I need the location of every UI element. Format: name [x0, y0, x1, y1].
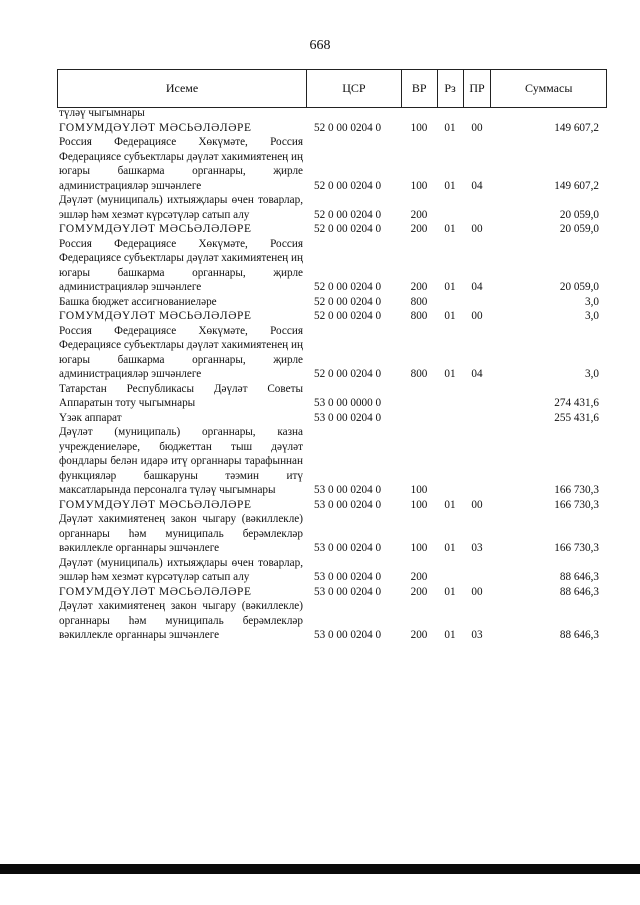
row-sum: 166 730,3 — [554, 498, 599, 511]
row-sum: 88 646,3 — [559, 571, 599, 583]
row-name: Дәүләт хакимиятенең закон чыгару (вәкиллекле) органнары һәм муниципаль берәмлекләр вәкиллекле органнары эшчәнлеге — [59, 513, 303, 554]
row-csr: 52 0 00 0204 0 — [314, 179, 382, 192]
row-rz: 01 — [444, 121, 456, 134]
row-name: Россия Федерациясе Хөкүмәте, Россия Федерациясе субъектлары дәүләт хакимиятенең иң югары башкарма органнары, җирле администрацияләр эшчәнлеге — [59, 324, 303, 380]
row-sum: 88 646,3 — [559, 629, 599, 641]
row-sum: 149 607,2 — [554, 121, 599, 134]
table-row — [57, 324, 607, 382]
row-vr: 100 — [410, 121, 428, 134]
row-csr: 52 0 00 0204 0 — [314, 310, 382, 322]
row-sum: 3,0 — [585, 295, 599, 308]
row-rz: 01 — [444, 629, 456, 641]
row-csr: 53 0 00 0204 0 — [314, 629, 382, 641]
row-sum: 88 646,3 — [559, 585, 599, 598]
row-csr: 53 0 00 0204 0 — [314, 542, 382, 554]
row-sum: 166 730,3 — [554, 484, 599, 496]
row-rz: 01 — [444, 310, 456, 322]
row-vr: 100 — [410, 484, 428, 496]
row-pr: 00 — [471, 310, 483, 322]
row-csr: 52 0 00 0204 0 — [314, 223, 382, 235]
row-vr: 800 — [410, 310, 428, 322]
row-name: ГОМУМДӘҮЛӘТ МӘСЬӘЛӘЛӘРЕ — [59, 310, 252, 322]
row-vr: 200 — [410, 571, 428, 583]
row-rz: 01 — [444, 368, 456, 380]
row-vr: 200 — [410, 629, 428, 641]
row-sum: 274 431,6 — [554, 397, 599, 409]
row-name: ГОМУМДӘҮЛӘТ МӘСЬӘЛӘЛӘРЕ — [59, 121, 252, 134]
row-rz: 01 — [444, 179, 456, 192]
row-csr: 53 0 00 0204 0 — [314, 411, 382, 424]
row-sum: 166 730,3 — [554, 542, 599, 554]
row-name: Дәүләт (муниципаль) ихтыяҗлары өчен товарлар, эшләр һәм хезмәт күрсәтүләр сатып алу — [59, 556, 303, 583]
table-row — [57, 512, 607, 556]
row-sum: 20 059,0 — [559, 281, 599, 293]
row-vr: 200 — [410, 223, 428, 235]
budget-table — [57, 69, 607, 643]
row-sum: 149 607,2 — [554, 179, 599, 192]
row-rz: 01 — [444, 542, 456, 554]
page-number: 668 — [309, 38, 331, 53]
table-row — [57, 106, 607, 121]
row-name: ГОМУМДӘҮЛӘТ МӘСЬӘЛӘЛӘРЕ — [59, 223, 252, 235]
row-pr: 00 — [471, 223, 483, 235]
header-csr: ЦСР — [306, 70, 401, 107]
row-vr: 100 — [410, 498, 428, 511]
table-row — [57, 599, 607, 643]
row-name: Дәүләт (муниципаль) ихтыяҗлары өчен товарлар, эшләр һәм хезмәт күрсәтүләр сатып алу — [59, 194, 303, 221]
row-pr: 00 — [471, 585, 483, 598]
row-vr: 100 — [410, 179, 428, 192]
row-name: Дәүләт (муниципаль) органнары, казна учреждениеләре, бюджеттан тыш дәүләт фондлары белән идарә итү органнары тарафыннан функцияләр башкаруны тәэмин итү максатларында персоналга түләү чыгымнары — [59, 426, 303, 496]
row-vr: 800 — [410, 368, 428, 380]
row-vr: 200 — [410, 208, 428, 221]
table-header — [57, 69, 607, 108]
table-row — [57, 193, 607, 222]
table-row — [57, 135, 607, 193]
table-row — [57, 556, 607, 585]
row-pr: 04 — [471, 281, 483, 293]
header-sum: Суммасы — [490, 70, 606, 107]
row-sum: 20 059,0 — [559, 223, 599, 235]
row-name: Татарстан Республикасы Дәүләт Советы Аппаратын тоту чыгымнары — [59, 382, 303, 409]
row-name: Башка бюджет ассигнованиеләре — [59, 295, 217, 308]
row-vr: 100 — [410, 542, 428, 554]
table-body — [57, 106, 607, 643]
table-row — [57, 237, 607, 295]
row-rz: 01 — [444, 498, 456, 511]
table-row — [57, 585, 607, 600]
row-pr: 04 — [471, 179, 483, 192]
row-csr: 53 0 00 0204 0 — [314, 498, 382, 511]
row-vr: 200 — [410, 281, 428, 293]
row-csr: 53 0 00 0204 0 — [314, 571, 382, 583]
row-csr: 52 0 00 0204 0 — [314, 208, 382, 221]
row-sum: 20 059,0 — [559, 208, 599, 221]
row-name: Россия Федерациясе Хөкүмәте, Россия Федерациясе субъектлары дәүләт хакимиятенең иң югары башкарма органнары, җирле администрацияләр эшчәнлеге — [59, 136, 303, 192]
row-pr: 03 — [471, 629, 483, 641]
table-row — [57, 222, 607, 237]
row-vr: 800 — [410, 295, 428, 308]
row-csr: 53 0 00 0204 0 — [314, 484, 382, 496]
row-csr: 52 0 00 0204 0 — [314, 368, 382, 380]
row-name: ГОМУМДӘҮЛӘТ МӘСЬӘЛӘЛӘРЕ — [59, 498, 252, 511]
table-row — [57, 382, 607, 411]
table-row — [57, 309, 607, 324]
row-csr: 52 0 00 0204 0 — [314, 121, 382, 134]
row-csr: 52 0 00 0204 0 — [314, 281, 382, 293]
row-name: Россия Федерациясе Хөкүмәте, Россия Федерациясе субъектлары дәүләт хакимиятенең иң югары башкарма органнары, җирле администрацияләр эшчәнлеге — [59, 237, 303, 293]
row-name: түләү чыгымнары — [59, 107, 145, 119]
row-vr: 200 — [410, 585, 428, 598]
row-sum: 3,0 — [585, 368, 599, 380]
table-row — [57, 411, 607, 426]
header-rz: Рз — [437, 70, 463, 107]
table-row — [57, 295, 607, 310]
header-name: Исеме — [165, 81, 199, 95]
row-sum: 255 431,6 — [554, 411, 599, 424]
row-name: Үзәк аппарат — [59, 411, 122, 424]
row-csr: 53 0 00 0204 0 — [314, 585, 382, 598]
table-row — [57, 498, 607, 513]
row-pr: 00 — [471, 121, 483, 134]
row-pr: 00 — [471, 498, 483, 511]
table-row — [57, 121, 607, 136]
header-pr: ПР — [463, 70, 491, 107]
row-pr: 03 — [471, 542, 483, 554]
row-rz: 01 — [444, 585, 456, 598]
row-name: Дәүләт хакимиятенең закон чыгару (вәкиллекле) органнары һәм муниципаль берәмлекләр вәкиллекле органнары эшчәнлеге — [59, 600, 303, 641]
row-rz: 01 — [444, 223, 456, 235]
row-rz: 01 — [444, 281, 456, 293]
row-pr: 04 — [471, 368, 483, 380]
row-name: ГОМУМДӘҮЛӘТ МӘСЬӘЛӘЛӘРЕ — [59, 585, 252, 598]
row-csr: 53 0 00 0000 0 — [314, 397, 382, 409]
row-csr: 52 0 00 0204 0 — [314, 295, 382, 308]
table-row — [57, 425, 607, 498]
row-sum: 3,0 — [585, 310, 599, 322]
scan-edge-bar — [0, 864, 640, 874]
header-vr: ВР — [401, 70, 437, 107]
